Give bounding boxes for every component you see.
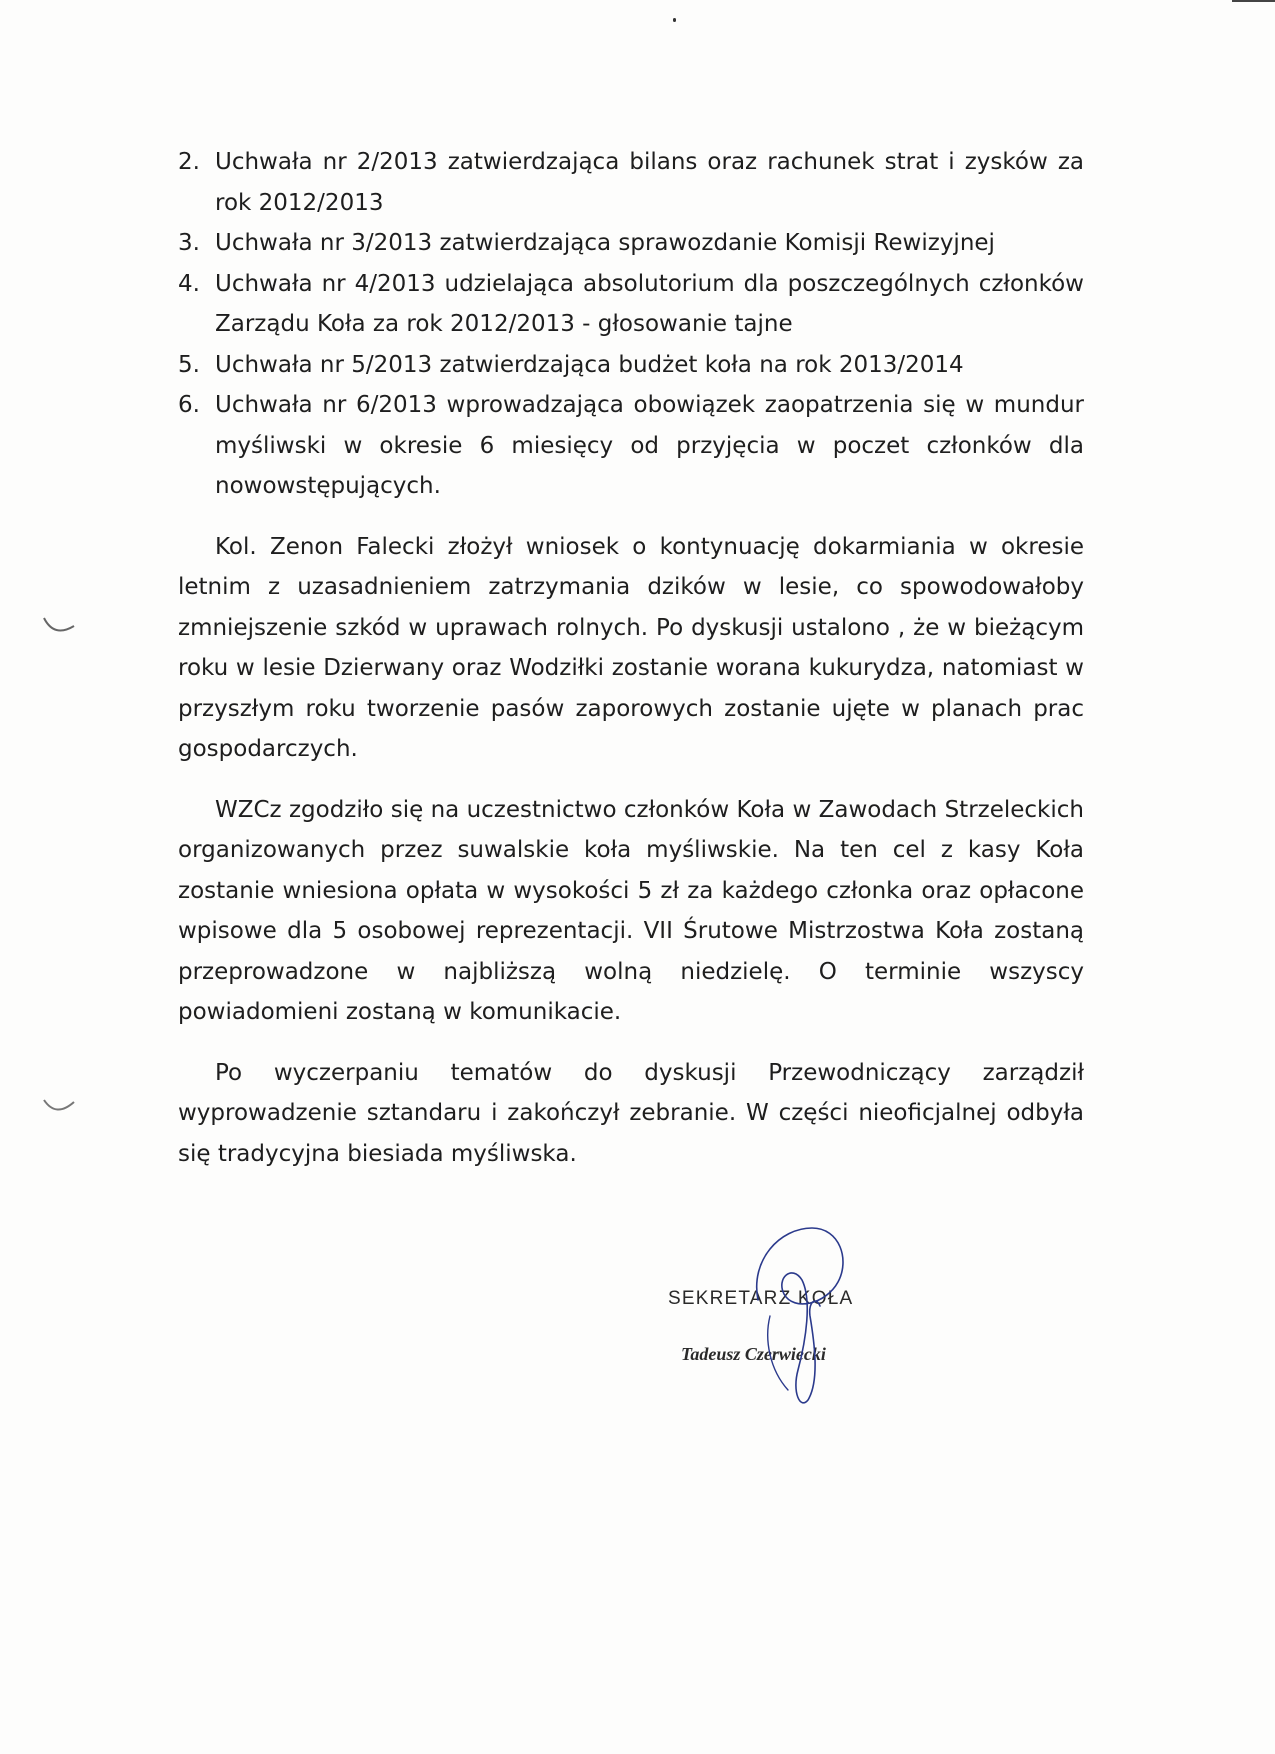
list-item-number: 6. xyxy=(178,392,200,418)
list-item xyxy=(178,264,1084,345)
list-item xyxy=(178,142,1084,223)
list-item xyxy=(178,223,1084,264)
list-item-text: Uchwała nr 4/2013 udzielająca absolutorium dla poszczególnych członków Zarządu Koła za rok 2012/2013 - głosowanie tajne xyxy=(215,270,1084,337)
list-item-text: Uchwała nr 2/2013 zatwierdzająca bilans oraz rachunek strat i zysków za rok 2012/2013 xyxy=(215,149,1084,216)
top-edge-line xyxy=(1232,0,1275,2)
list-item-text: Uchwała nr 6/2013 wprowadzająca obowiązek zaopatrzenia się w mundur myśliwski w okresie 6 miesięcy od przyjęcia w poczet członków dla nowowstępujących. xyxy=(215,392,1084,499)
stamp-title: SEKRETARZ KOŁA xyxy=(668,1288,854,1309)
paragraph-closing: Po wyczerpaniu tematów do dyskusji Przewodniczący zarządził wyprowadzenie sztandaru i zakończył zebranie. W części nieoficjalnej odbyła się tradycyjna biesiada myśliwska. xyxy=(178,1059,1084,1167)
hole-punch-mark-top xyxy=(40,612,80,642)
list-item xyxy=(178,385,1084,507)
paragraph-feeding-proposal: Kol. Zenon Falecki złożył wniosek o kontynuację dokarmiania w okresie letnim z uzasadnieniem zatrzymania dzików w lesie, co spowodowałoby zmniejszenie szkód w uprawach rolnych. Po dyskusji ustalono , że w bieżącym roku w lesie Dzierwany oraz Wodziłki zostanie worana kukurydza, natomiast w przyszłym roku tworzenie pasów zaporowych zostanie ujęte w planach prac gospodarczych. xyxy=(178,533,1084,762)
stamp-name: Tadeusz Czerwiecki xyxy=(681,1344,826,1364)
speck xyxy=(673,18,676,22)
list-item xyxy=(178,345,1084,386)
resolutions-list xyxy=(178,142,1084,507)
handwritten-signature xyxy=(740,1220,880,1420)
list-item-number: 3. xyxy=(178,230,200,256)
paragraph-shooting-competition: WZCz zgodziło się na uczestnictwo członków Koła w Zawodach Strzeleckich organizowanych przez suwalskie koła myśliwskie. Na ten cel z kasy Koła zostanie wniesiona opłata w wysokości 5 zł za każdego członka oraz opłacone wpisowe dla 5 osobowej reprezentacji. VII Śrutowe Mistrzostwa Koła zostaną przeprowadzone w najbliższą wolną niedzielę. O terminie wszyscy powiadomieni zostaną w komunikacie. xyxy=(178,796,1084,1025)
list-item-number: 2. xyxy=(178,149,200,175)
list-item-number: 4. xyxy=(178,270,200,297)
list-item-text: Uchwała nr 5/2013 zatwierdzająca budżet koła na rok 2013/2014 xyxy=(215,351,964,378)
document-body xyxy=(178,142,1084,1174)
list-item-number: 5. xyxy=(178,351,200,378)
hole-punch-mark-bottom xyxy=(40,1092,80,1122)
list-item-text: Uchwała nr 3/2013 zatwierdzająca sprawozdanie Komisji Rewizyjnej xyxy=(215,230,995,256)
